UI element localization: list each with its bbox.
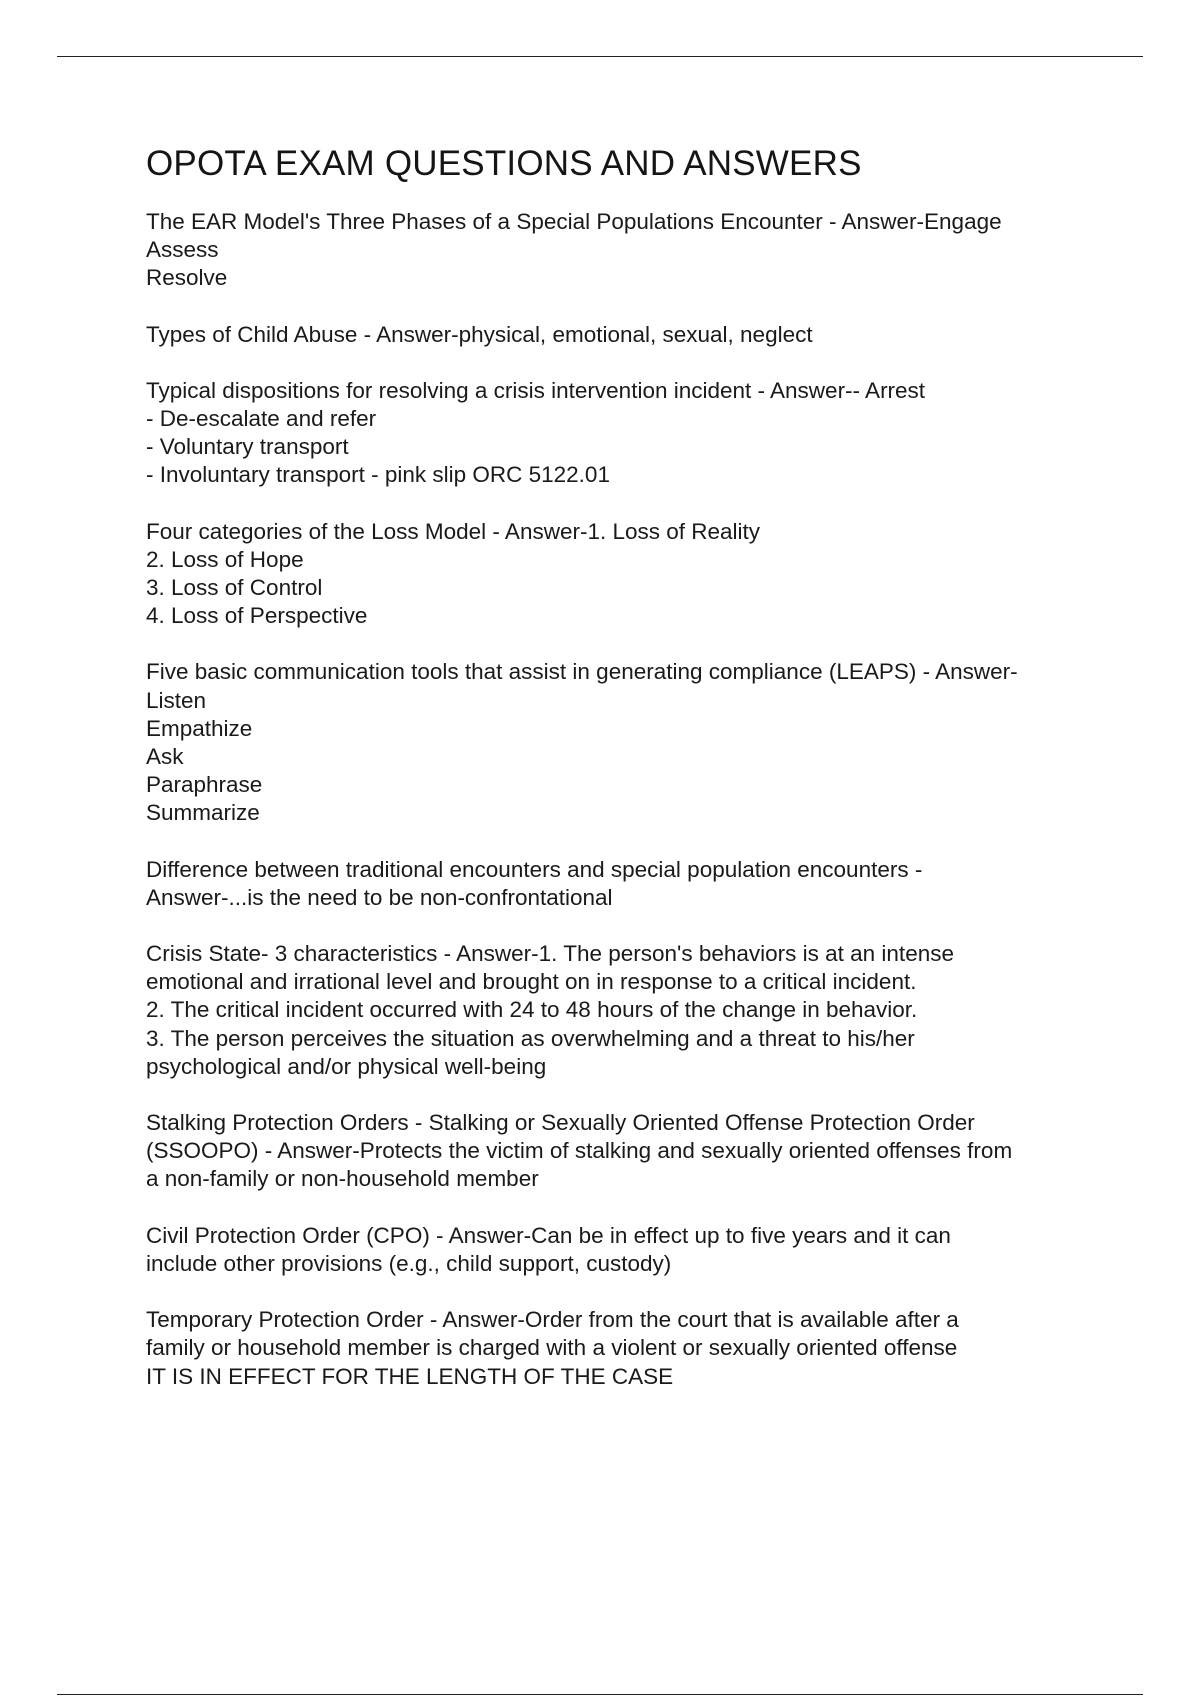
header-rule bbox=[57, 56, 1143, 57]
qa-line: psychological and/or physical well-being bbox=[146, 1053, 547, 1079]
qa-line: - Involuntary transport - pink slip ORC 5122.01 bbox=[146, 462, 610, 488]
qa-line: 2. The critical incident occurred with 24 to 48 hours of the change in behavior. bbox=[146, 997, 918, 1023]
qa-line: Paraphrase bbox=[146, 772, 263, 798]
qa-entry bbox=[146, 940, 1106, 1081]
document-body bbox=[146, 142, 1106, 1419]
qa-line: The EAR Model's Three Phases of a Special Populations Encounter - Answer-Engage bbox=[146, 209, 1002, 234]
qa-line: Types of Child Abuse - Answer-physical, emotional, sexual, neglect bbox=[146, 321, 813, 347]
footer-rule bbox=[57, 1694, 1143, 1695]
qa-line: family or household member is charged with a violent or sexually oriented offense bbox=[146, 1335, 958, 1361]
page-title: OPOTA EXAM QUESTIONS AND ANSWERS bbox=[146, 144, 862, 183]
qa-line: Five basic communication tools that assist in generating compliance (LEAPS) - Answer- bbox=[146, 659, 1018, 685]
qa-entry bbox=[146, 208, 1106, 293]
qa-entry bbox=[146, 321, 1106, 349]
qa-line: IT IS IN EFFECT FOR THE LENGTH OF THE CASE bbox=[146, 1363, 674, 1389]
qa-line: Temporary Protection Order - Answer-Order from the court that is available after a bbox=[146, 1307, 959, 1333]
qa-line: Listen bbox=[146, 687, 207, 713]
qa-entry bbox=[146, 1109, 1106, 1194]
qa-line: Resolve bbox=[146, 265, 228, 291]
qa-line: - Voluntary transport bbox=[146, 434, 349, 460]
qa-line: 2. Loss of Hope bbox=[146, 546, 304, 572]
qa-line: Crisis State- 3 characteristics - Answer-1. The person's behaviors is at an intense bbox=[146, 941, 954, 967]
qa-line: (SSOOPO) - Answer-Protects the victim of stalking and sexually oriented offenses from bbox=[146, 1138, 1013, 1164]
qa-line: emotional and irrational level and brought on in response to a critical incident. bbox=[146, 969, 917, 995]
qa-line: 4. Loss of Perspective bbox=[146, 603, 368, 629]
qa-line: 3. Loss of Control bbox=[146, 575, 323, 601]
qa-line: Four categories of the Loss Model - Answer-1. Loss of Reality bbox=[146, 518, 761, 544]
qa-line: Assess bbox=[146, 237, 219, 263]
qa-line: - De-escalate and refer bbox=[146, 406, 377, 432]
qa-line: Ask bbox=[146, 744, 184, 770]
qa-line: Civil Protection Order (CPO) - Answer-Can be in effect up to five years and it can bbox=[146, 1222, 951, 1248]
qa-line: Empathize bbox=[146, 715, 253, 741]
qa-line: include other provisions (e.g., child support, custody) bbox=[146, 1250, 672, 1276]
qa-entry bbox=[146, 658, 1106, 827]
qa-line: Stalking Protection Orders - Stalking or Sexually Oriented Offense Protection Order bbox=[146, 1110, 975, 1136]
qa-line: a non-family or non-household member bbox=[146, 1166, 539, 1192]
qa-entry bbox=[146, 1222, 1106, 1278]
qa-entry bbox=[146, 1306, 1106, 1391]
qa-line: Difference between traditional encounters and special population encounters - bbox=[146, 856, 923, 882]
qa-line: Typical dispositions for resolving a crisis intervention incident - Answer-- Arrest bbox=[146, 377, 926, 403]
qa-line: 3. The person perceives the situation as overwhelming and a threat to his/her bbox=[146, 1025, 915, 1051]
qa-entry bbox=[146, 377, 1106, 490]
qa-line: Summarize bbox=[146, 800, 260, 826]
qa-line: Answer-...is the need to be non-confrontational bbox=[146, 884, 613, 910]
qa-entry bbox=[146, 518, 1106, 631]
qa-entry bbox=[146, 856, 1106, 912]
